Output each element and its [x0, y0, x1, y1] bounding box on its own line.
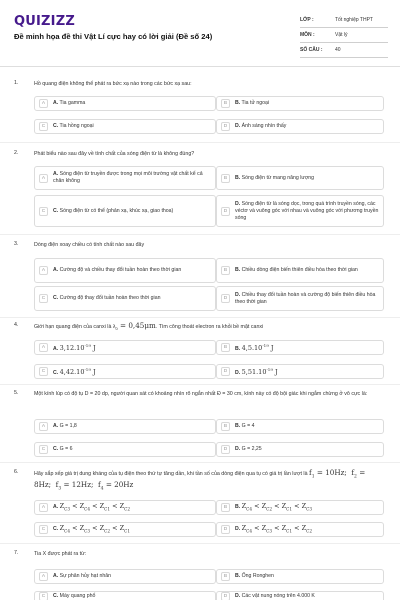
- option-letter: A: [39, 343, 48, 352]
- meta-value: Tốt nghiệp THPT: [335, 17, 373, 23]
- option-text: D. Các vật nung nóng trên 4.000 K: [235, 592, 315, 599]
- option-text: A. G = 1,8: [53, 423, 77, 429]
- question-text: Phát biểu nào sau đây về tính chất của sóng điện từ là không đúng?: [34, 151, 195, 157]
- option-text: A. Tia gamma: [53, 100, 86, 106]
- option-letter: C: [39, 525, 48, 534]
- option-text: C. G = 6: [53, 446, 73, 452]
- option-letter: B: [221, 99, 230, 108]
- option-letter: B: [221, 266, 230, 275]
- option-text: A. $3,12.10^{-19}$ J: [53, 342, 96, 353]
- option-c[interactable]: [34, 591, 216, 600]
- frequency-list: $f_1 = 10Hz$; $f_2 = 8Hz$; $f_3 = 12Hz$; $f_4 = 20Hz$: [34, 468, 366, 492]
- option-text: D. G = 2,25: [235, 446, 262, 452]
- option-letter: A: [39, 266, 48, 275]
- option-text: C. Sóng điện từ có thể (phản xạ, khúc xạ, giao thoa): [53, 207, 174, 214]
- option-letter: C: [39, 122, 48, 131]
- option-c[interactable]: [34, 364, 216, 379]
- option-letter: D: [221, 207, 230, 216]
- option-a[interactable]: [34, 166, 216, 190]
- question-7: [0, 550, 400, 600]
- option-letter: D: [221, 525, 230, 534]
- quizizz-logo: QUIZIZZ: [14, 14, 75, 29]
- meta-row-subject: [300, 28, 388, 43]
- meta-row-question-count: [300, 43, 388, 58]
- option-text: B. $4,5.10^{-19}$ J: [235, 342, 274, 353]
- worksheet-title: Đề minh họa đề thi Vật Lí cực hay có lời giải (Đề số 24): [14, 32, 213, 41]
- option-letter: C: [39, 592, 48, 600]
- option-b[interactable]: [216, 340, 384, 355]
- option-letter: B: [221, 503, 230, 512]
- meta-label: MÔN :: [300, 32, 315, 38]
- option-text: A. Sự phân hủy hạt nhân: [53, 573, 111, 579]
- option-letter: B: [221, 422, 230, 431]
- option-letter: C: [39, 207, 48, 216]
- option-text: D. $5,51.10^{-19}$ J: [235, 366, 278, 377]
- option-letter: A: [39, 503, 48, 512]
- question-3: [0, 241, 400, 317]
- question-divider: [0, 142, 400, 143]
- option-b[interactable]: [216, 419, 384, 434]
- question-text: Dòng điện xoay chiều có tính chất nào sau đây: [34, 242, 145, 248]
- option-d[interactable]: [216, 591, 384, 600]
- option-text: D. Ánh sáng nhìn thấy: [235, 123, 287, 129]
- question-text: Hãy sắp xếp giá trị dung kháng của tụ điện theo thứ tự tăng dần, khi tần số của dòng điện qua tụ có giá trị lần lượt là $f_1 = 10Hz$; $f_2 = 8Hz$; $f_3 = 12Hz$; $f_4 = 20Hz$: [34, 468, 366, 492]
- option-d[interactable]: [216, 442, 384, 457]
- option-b[interactable]: [216, 96, 384, 111]
- option-a[interactable]: [34, 500, 216, 515]
- question-6: [0, 469, 400, 541]
- option-letter: C: [39, 445, 48, 454]
- option-a[interactable]: [34, 258, 216, 283]
- option-d[interactable]: [216, 195, 384, 227]
- question-number: 3.: [14, 241, 19, 247]
- question-number: 1.: [14, 80, 19, 86]
- option-text: B. Sóng điện từ mang năng lượng: [235, 174, 314, 181]
- question-text: Tia X được phát ra từ:: [34, 551, 87, 557]
- question-2: [0, 150, 400, 234]
- question-5: [0, 390, 400, 460]
- option-d[interactable]: [216, 119, 384, 134]
- option-letter: D: [221, 592, 230, 600]
- question-divider: [0, 462, 400, 463]
- option-letter: C: [39, 367, 48, 376]
- option-b[interactable]: [216, 500, 384, 515]
- option-letter: A: [39, 174, 48, 183]
- meta-value: 40: [335, 47, 341, 53]
- option-text: B. G = 4: [235, 423, 255, 429]
- option-text: A. $Z_{C3} < Z_{C4} < Z_{C1} < Z_{C2}$: [53, 501, 130, 512]
- option-letter: D: [221, 367, 230, 376]
- option-text: C. Máy quang phổ: [53, 592, 96, 599]
- option-letter: B: [221, 343, 230, 352]
- question-text: Giới hạn quang điện của canxi là $\lambda_0 = 0,45\mu m$. Tìm công thoát electron ra khỏi bề mặt canxi: [34, 321, 264, 332]
- question-divider: [0, 384, 400, 385]
- option-text: B. Chiều dòng điện biến thiên điều hòa theo thời gian: [235, 267, 358, 273]
- question-divider: [0, 234, 400, 235]
- option-a[interactable]: [34, 419, 216, 434]
- question-text: Một kính lúp có độ tụ D = 20 dp, người quan sát có khoảng nhìn rõ ngắn nhất Đ = 30 cm, kính này có độ bội giác khi ngắm chừng ở vô cực là:: [34, 391, 368, 397]
- option-text: A. Sóng điện từ truyền được trong mọi môi trường vật chất kể cả chân không: [53, 171, 203, 184]
- option-c[interactable]: [34, 522, 216, 537]
- option-c[interactable]: [34, 119, 216, 134]
- option-text: A. Cường độ và chiều thay đổi tuần hoàn theo thời gian: [53, 267, 182, 273]
- option-b[interactable]: [216, 166, 384, 190]
- option-text: D. $Z_{C4} < Z_{C3} < Z_{C1} < Z_{C2}$: [235, 523, 312, 534]
- option-letter: A: [39, 572, 48, 581]
- option-c[interactable]: [34, 195, 216, 227]
- option-d[interactable]: [216, 522, 384, 537]
- worksheet-meta: [300, 13, 388, 58]
- option-letter: C: [39, 294, 48, 303]
- question-text: Hồ quang điện không thể phát ra bức xạ nào trong các bức xạ sau:: [34, 81, 192, 87]
- question-number: 7.: [14, 550, 19, 556]
- option-letter: B: [221, 572, 230, 581]
- question-4: [0, 322, 400, 384]
- option-letter: D: [221, 445, 230, 454]
- option-text: C. $Z_{C4} < Z_{C3} < Z_{C2} < Z_{C1}$: [53, 523, 130, 534]
- option-text: C. Cường độ thay đổi tuần hoàn theo thời gian: [53, 295, 161, 301]
- option-letter: D: [221, 294, 230, 303]
- meta-value: Vật lý: [335, 32, 348, 38]
- worksheet-header: [0, 0, 400, 66]
- option-letter: A: [39, 422, 48, 431]
- option-text: B. $Z_{C4} < Z_{C2} < Z_{C1} < Z_{C3}$: [235, 501, 312, 512]
- option-c[interactable]: [34, 286, 216, 311]
- option-d[interactable]: [216, 364, 384, 379]
- option-letter: A: [39, 99, 48, 108]
- question-number: 6.: [14, 469, 19, 475]
- option-letter: B: [221, 174, 230, 183]
- option-text: D. Sóng điện từ là sóng dọc, trong quá trình truyền sóng, các véctơ và vuông góc với nhau và vuông góc với phương truyền sóng: [235, 200, 379, 221]
- option-a[interactable]: [34, 340, 216, 355]
- question-divider: [0, 543, 400, 544]
- meta-label: SỐ CÂU :: [300, 47, 323, 53]
- question-number: 5.: [14, 390, 19, 396]
- question-number: 2.: [14, 150, 19, 156]
- meta-label: LỚP :: [300, 17, 314, 23]
- header-divider: [0, 66, 400, 67]
- option-text: B. Tia tử ngoại: [235, 100, 270, 106]
- option-b[interactable]: [216, 569, 384, 584]
- meta-row-class: [300, 13, 388, 28]
- option-a[interactable]: [34, 96, 216, 111]
- option-text: C. Tia hồng ngoại: [53, 123, 94, 129]
- option-text: B. Ống Ronghen: [235, 573, 274, 579]
- option-a[interactable]: [34, 569, 216, 584]
- option-b[interactable]: [216, 258, 384, 283]
- option-c[interactable]: [34, 442, 216, 457]
- question-divider: [0, 317, 400, 318]
- question-number: 4.: [14, 322, 19, 328]
- option-d[interactable]: [216, 286, 384, 311]
- option-text: D. Chiều thay đổi tuần hoàn và cường độ biến thiên điều hòa theo thời gian: [235, 291, 376, 305]
- option-text: C. $4,42.10^{-19}$ J: [53, 366, 96, 377]
- option-letter: D: [221, 122, 230, 131]
- question-1: [0, 80, 400, 142]
